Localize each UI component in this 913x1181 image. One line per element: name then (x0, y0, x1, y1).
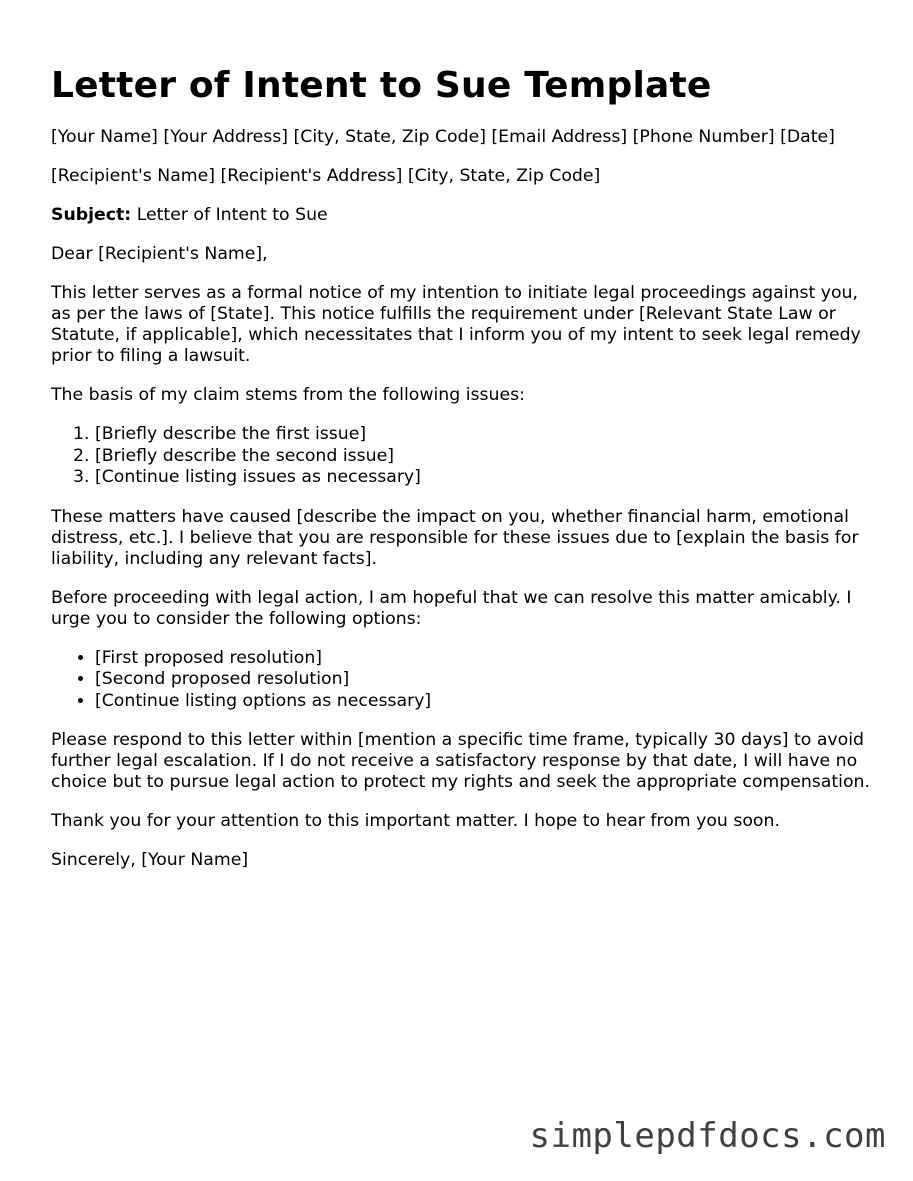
list-item: • [Second proposed resolution] (95, 669, 871, 691)
intro-paragraph: This letter serves as a formal notice of my intention to initiate legal proceedings against you, as per the laws of [State]. This notice fulfills the requirement under [Relevant State Law or Statute, if applicable], which necessitates that I inform you of my intent to seek legal remedy prior to filing a lawsuit. (51, 283, 861, 366)
letter-document (51, 62, 871, 889)
salutation: Dear [Recipient's Name], (51, 244, 268, 264)
basis-intro: The basis of my claim stems from the following issues: (51, 385, 525, 405)
list-item: 3. [Continue listing issues as necessary] (95, 467, 871, 489)
issues-list (51, 424, 871, 489)
recipient-info: [Recipient's Name] [Recipient's Address] [City, State, Zip Code] (51, 166, 601, 186)
list-item: • [Continue listing options as necessary] (95, 691, 871, 713)
resolution-intro: Before proceeding with legal action, I am hopeful that we can resolve this matter amicably. I urge you to consider the following options: (51, 587, 852, 629)
sender-info: [Your Name] [Your Address] [City, State, Zip Code] [Email Address] [Phone Number] [Date] (51, 127, 835, 147)
subject-line (51, 205, 871, 226)
closing-signature: Sincerely, [Your Name] (51, 850, 249, 870)
list-item: 2. [Briefly describe the second issue] (95, 446, 871, 468)
deadline-paragraph: Please respond to this letter within [mention a specific time frame, typically 30 days] to avoid further legal escalation. If I do not receive a satisfactory response by that date, I will have no choice but to pursue legal action to protect my rights and seek the appropriate compensation. (51, 730, 870, 792)
list-item: 1. [Briefly describe the first issue] (95, 424, 871, 446)
document-title: Letter of Intent to Sue Template (51, 65, 712, 106)
list-item: • [First proposed resolution] (95, 648, 871, 670)
options-list (51, 648, 871, 713)
watermark-text: simplepdfdocs.com (529, 1116, 886, 1156)
thanks-paragraph: Thank you for your attention to this important matter. I hope to hear from you soon. (51, 811, 780, 831)
subject-label: Subject: (51, 205, 132, 225)
impact-paragraph: These matters have caused [describe the impact on you, whether financial harm, emotional distress, etc.]. I believe that you are responsible for these issues due to [explain the basis for liability, including any relevant facts]. (51, 506, 859, 569)
subject-text: Letter of Intent to Sue (136, 205, 328, 225)
